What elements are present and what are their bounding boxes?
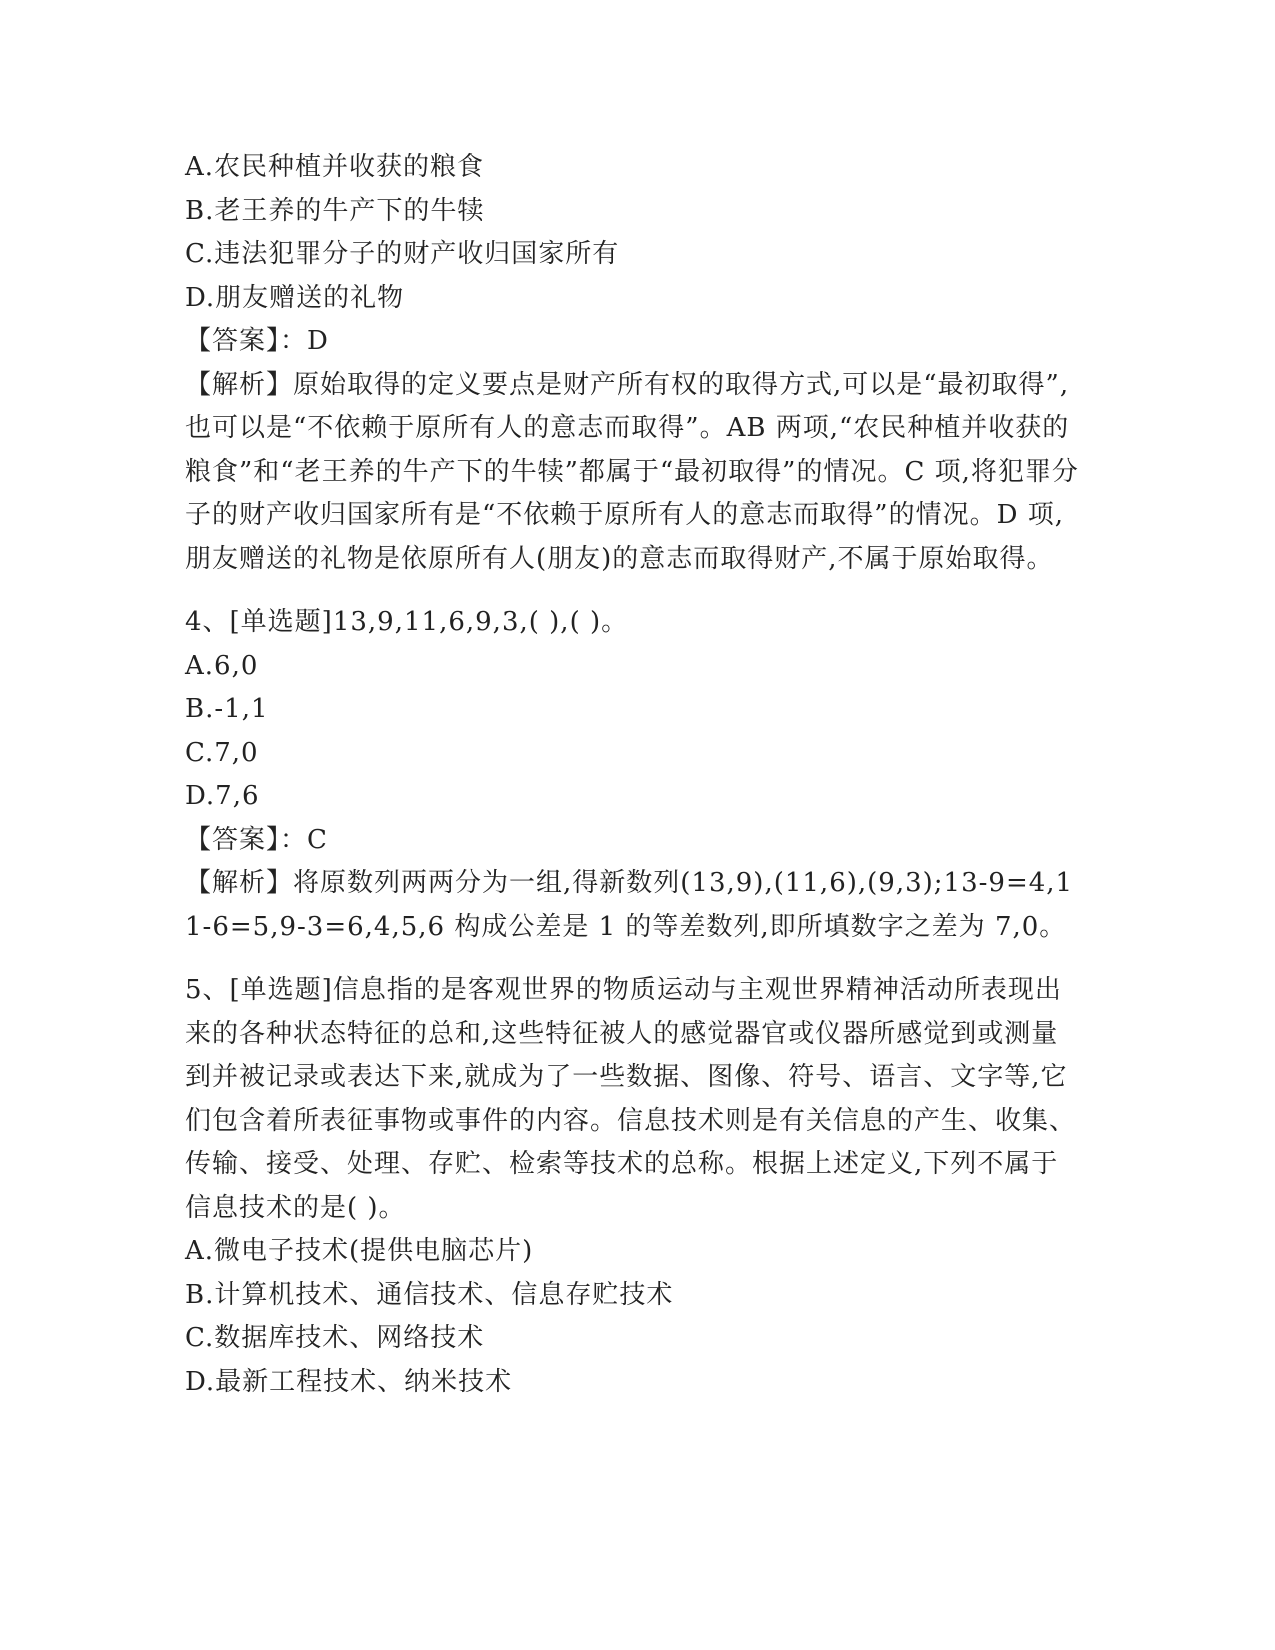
q5-option-c: C.数据库技术、网络技术	[185, 1323, 485, 1353]
q4-option-b: B.-1,1	[185, 694, 269, 724]
q4-stem: 4、[单选题]13,9,11,6,9,3,( ),( )。	[185, 607, 629, 637]
question-4-block	[185, 601, 1085, 949]
spacer	[185, 949, 1085, 969]
q3-answer: 【答案】：D	[185, 326, 329, 356]
q3-option-d: D.朋友赠送的礼物	[185, 282, 405, 313]
document-page	[185, 146, 1085, 1404]
question-5-block	[185, 969, 1085, 1404]
q5-option-a: A.微电子技术(提供电脑芯片)	[185, 1236, 534, 1266]
q4-answer: 【答案】：C	[185, 824, 328, 855]
q4-analysis: 【解析】将原数列两两分为一组,得新数列(13,9),(11,6),(9,3);13-9=4,11-6=5,9-3=6,4,5,6 构成公差是 1 的等差数列,即所填数字之差为 7,0。	[185, 868, 1074, 942]
q5-option-d: D.最新工程技术、纳米技术	[185, 1366, 513, 1397]
q4-option-c: C.7,0	[185, 737, 259, 768]
q3-option-c: C.违法犯罪分子的财产收归国家所有	[185, 239, 620, 269]
q5-option-b: B.计算机技术、通信技术、信息存贮技术	[185, 1279, 674, 1310]
q3-option-a: A.农民种植并收获的粮食	[185, 152, 485, 182]
q4-option-d: D.7,6	[185, 781, 260, 811]
q4-option-a: A.6,0	[185, 650, 259, 681]
q5-stem: 5、[单选题]信息指的是客观世界的物质运动与主观世界精神活动所表现出来的各种状态特征的总和,这些特征被人的感觉器官或仪器所感觉到或测量到并被记录或表达下来,就成为了一些数据、图像、符号、语言、文字等,它们包含着所表征事物或事件的内容。信息技术则是有关信息的产生、收集、传输、接受、处理、存贮、检索等技术的总称。根据上述定义,下列不属于信息技术的是( )。	[185, 975, 1077, 1223]
spacer	[185, 581, 1085, 601]
q3-analysis: 【解析】原始取得的定义要点是财产所有权的取得方式,可以是“最初取得”,也可以是“不依赖于原所有人的意志而取得”。AB 两项,“农民种植并收获的粮食”和“老王养的牛产下的牛犊”都属于“最初取得”的情况。C 项,将犯罪分子的财产收归国家所有是“不依赖于原所有人的意志而取得”的情况。D 项,朋友赠送的礼物是依原所有人(朋友)的意志而取得财产,不属于原始取得。	[185, 369, 1079, 574]
question-3-block	[185, 146, 1085, 581]
q3-option-b: B.老王养的牛产下的牛犊	[185, 195, 485, 226]
